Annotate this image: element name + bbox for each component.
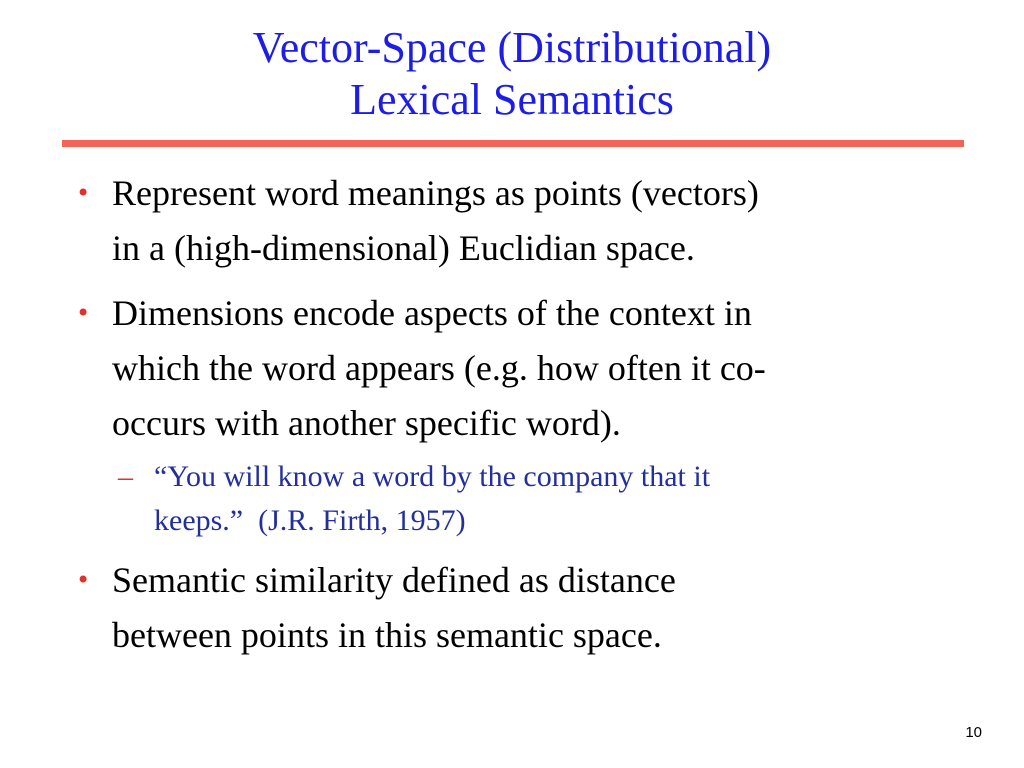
page-number: 10 — [965, 724, 982, 741]
bullet-marker: • — [76, 566, 91, 594]
slide-title-line-2: Lexical Semantics — [350, 75, 674, 124]
quote-text — [154, 455, 954, 543]
bullet-text-line: Semantic similarity defined as distance — [112, 560, 676, 600]
quote-text-line: keeps.” (J.R. Firth, 1957) — [154, 504, 466, 537]
bullet-item-3 — [74, 553, 954, 663]
quote-text-line: “You will know a word by the company that it — [154, 460, 711, 493]
slide-title — [0, 22, 1024, 126]
subpoint-marker: – — [118, 460, 133, 493]
bullet-text-line: Dimensions encode aspects of the context in — [112, 293, 752, 333]
bullet-item-2 — [74, 286, 954, 451]
bullet-marker: • — [76, 179, 91, 207]
bullet-text-line: Represent word meanings as points (vectors) — [112, 173, 759, 213]
bullet-item-1 — [74, 166, 954, 276]
bullet-text-line: in a (high-dimensional) Euclidian space. — [112, 228, 695, 268]
title-divider — [62, 140, 964, 147]
slide-title-line-1: Vector-Space (Distributional) — [252, 23, 772, 72]
bullet-text — [112, 286, 954, 451]
bullet-text-line: which the word appears (e.g. how often it co- — [112, 348, 766, 388]
bullet-marker: • — [76, 299, 91, 327]
slide-body — [74, 166, 954, 673]
bullet-text-line: occurs with another specific word). — [112, 403, 621, 443]
bullet-text — [112, 553, 954, 663]
bullet-text — [112, 166, 954, 276]
quote-subpoint — [118, 455, 954, 543]
bullet-text-line: between points in this semantic space. — [112, 615, 662, 655]
